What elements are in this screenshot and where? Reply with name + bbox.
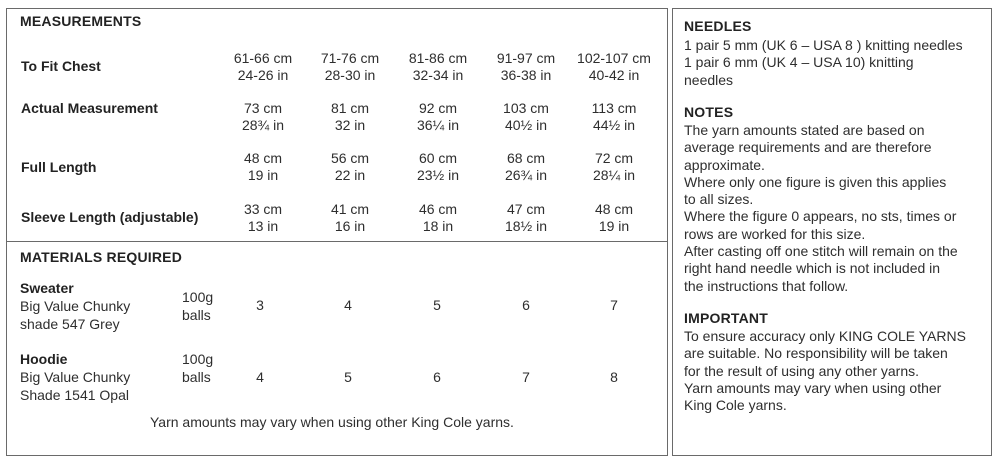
sweater-balls-4: 6 [522, 297, 530, 313]
sweater-description [20, 279, 130, 333]
length-size-5: 72 cm 28¼ in [592, 150, 636, 183]
hoodie-yarn: Big Value Chunky [20, 369, 131, 385]
sleeve-size-3: 46 cm 18 in [418, 201, 458, 234]
hoodie-unit: 100g balls [182, 351, 214, 385]
important-text: To ensure accuracy only KING COLE YARNS are suitable. No responsibility will be taken for the result of using any other yarns. Yarn amounts may vary when using other King Cole yarns. [684, 328, 966, 414]
hoodie-balls-4: 7 [522, 369, 530, 385]
actual-size-3: 92 cm 36¼ in [416, 100, 460, 133]
materials-footnote: Yarn amounts may vary when using other King Cole yarns. [150, 414, 514, 430]
sweater-balls-3: 5 [433, 297, 441, 313]
chest-size-3: 81-86 cm 32-34 in [408, 50, 468, 83]
sweater-balls-1: 3 [256, 297, 264, 313]
hoodie-balls-5: 8 [610, 369, 618, 385]
hoodie-balls-3: 6 [433, 369, 441, 385]
chest-size-5: 102-107 cm 40-42 in [577, 50, 651, 83]
chest-size-2: 71-76 cm 28-30 in [320, 50, 380, 83]
notes-heading: NOTES [684, 104, 734, 120]
sweater-balls-2: 4 [344, 297, 352, 313]
sleeve-size-1: 33 cm 13 in [243, 201, 283, 234]
sweater-yarn: Big Value Chunky [20, 298, 131, 314]
length-size-2: 56 cm 22 in [330, 150, 370, 183]
length-size-1: 48 cm 19 in [243, 150, 283, 183]
actual-size-2: 81 cm 32 in [330, 100, 370, 133]
length-size-4: 68 cm 26¾ in [504, 150, 548, 183]
sleeve-size-2: 41 cm 16 in [330, 201, 370, 234]
materials-heading: MATERIALS REQUIRED [20, 249, 183, 265]
chest-size-4: 91-97 cm 36-38 in [496, 50, 556, 83]
sweater-balls-5: 7 [610, 297, 618, 313]
sweater-shade: shade 547 Grey [20, 316, 120, 332]
important-heading: IMPORTANT [684, 310, 768, 326]
measurements-heading: MEASUREMENTS [20, 13, 142, 29]
hoodie-description [20, 350, 130, 404]
sleeve-size-4: 47 cm 18½ in [504, 201, 548, 234]
notes-text: The yarn amounts stated are based on average requirements and are therefore approximate. Where only one figure is given this applies to all sizes. Where the figure 0 appears, no sts, times or rows are worked for this size. After casting off one stitch will remain on the right hand needle which is not included in the instructions that follow. [684, 122, 958, 294]
sweater-name: Sweater [20, 280, 74, 296]
actual-size-5: 113 cm 44½ in [591, 100, 637, 133]
needles-heading: NEEDLES [684, 18, 752, 34]
hoodie-name: Hoodie [20, 351, 68, 367]
row-label-length: Full Length [21, 159, 97, 175]
sleeve-size-5: 48 cm 19 in [594, 201, 634, 234]
hoodie-shade: Shade 1541 Opal [20, 387, 129, 403]
hoodie-balls-1: 4 [256, 369, 264, 385]
actual-size-1: 73 cm 28¾ in [241, 100, 285, 133]
section-divider [6, 241, 668, 242]
needles-text: 1 pair 5 mm (UK 6 – USA 8 ) knitting needles 1 pair 6 mm (UK 4 – USA 10) knitting needles [684, 37, 963, 88]
row-label-sleeve: Sleeve Length (adjustable) [21, 209, 199, 225]
actual-size-4: 103 cm 40½ in [503, 100, 549, 133]
hoodie-balls-2: 5 [344, 369, 352, 385]
sweater-unit: 100g balls [182, 289, 214, 323]
row-label-actual: Actual Measurement [21, 100, 158, 116]
chest-size-1: 61-66 cm 24-26 in [233, 50, 293, 83]
row-label-chest: To Fit Chest [21, 58, 101, 74]
length-size-3: 60 cm 23½ in [416, 150, 460, 183]
